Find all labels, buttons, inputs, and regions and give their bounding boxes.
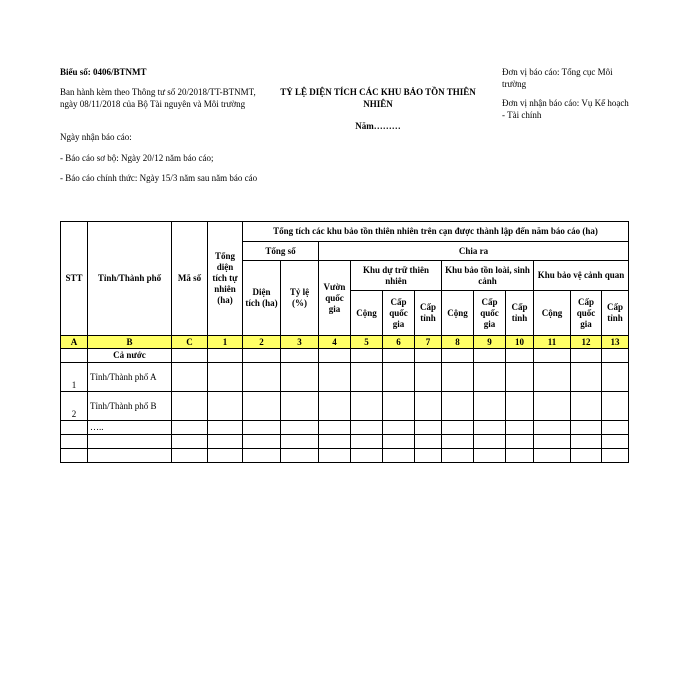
header-sum: Cộng: [442, 291, 474, 336]
row-cell: [602, 392, 629, 421]
row-cell: [474, 349, 506, 363]
row-cell: [474, 449, 506, 463]
row-cell: [506, 392, 534, 421]
row-cell: [243, 435, 281, 449]
row-cell: [442, 392, 474, 421]
header-ratio: Tỷ lệ (%): [281, 261, 319, 336]
header-provincial-level: Cấp tỉnh: [506, 291, 534, 336]
row-cell: [602, 363, 629, 392]
header-nature-reserve: Khu dự trữ thiên nhiên: [351, 261, 442, 291]
row-cell: [243, 363, 281, 392]
row-province-name: Tỉnh/Thành phố A: [88, 363, 172, 392]
row-cell: [172, 435, 208, 449]
row-stt: [61, 421, 88, 435]
row-cell: [319, 449, 351, 463]
header-total-natural-area: Tổng diện tích tự nhiên (ha): [208, 222, 243, 336]
row-cell: [442, 421, 474, 435]
row-cell: [208, 349, 243, 363]
row-cell: [534, 363, 571, 392]
report-year: Năm………: [355, 121, 401, 131]
row-cell: [351, 449, 383, 463]
table-row: [61, 435, 629, 449]
header-province: Tỉnh/Thành phố: [88, 222, 172, 336]
row-cell: [534, 349, 571, 363]
header-stt: STT: [61, 222, 88, 336]
row-cell: [383, 421, 415, 435]
row-cell: [281, 435, 319, 449]
row-cell: [383, 435, 415, 449]
header-landscape-protection: Khu bảo vệ cảnh quan: [534, 261, 629, 291]
column-code: 11: [534, 336, 571, 349]
header-national-level: Cấp quốc gia: [383, 291, 415, 336]
table-row: [61, 449, 629, 463]
row-cell: [281, 449, 319, 463]
official-report-date: - Báo cáo chính thức: Ngày 15/3 năm sau năm báo cáo: [60, 173, 258, 183]
header-code: Mã số: [172, 222, 208, 336]
table-row: [61, 421, 629, 435]
row-cell: [571, 449, 602, 463]
row-cell: [474, 421, 506, 435]
row-cell: [506, 435, 534, 449]
page-title: TỶ LỆ DIỆN TÍCH CÁC KHU BẢO TỒN THIÊN NHIÊN: [280, 87, 476, 109]
table-row: [61, 349, 629, 363]
row-cell: [442, 349, 474, 363]
row-cell: [383, 449, 415, 463]
header-area: Diện tích (ha): [243, 261, 281, 336]
row-cell: [571, 435, 602, 449]
row-cell: [602, 449, 629, 463]
row-stt: 2: [61, 392, 88, 421]
header-total: Tổng số: [243, 242, 319, 261]
reporting-unit: Đơn vị báo cáo: Tổng cục Môi trường: [502, 67, 613, 89]
header-sum: Cộng: [534, 291, 571, 336]
row-cell: [281, 392, 319, 421]
row-cell: [602, 435, 629, 449]
header-national-level: Cấp quốc gia: [474, 291, 506, 336]
row-cell: [208, 363, 243, 392]
receive-date-label: Ngày nhận báo cáo:: [60, 132, 132, 142]
header-national-level: Cấp quốc gia: [571, 291, 602, 336]
row-cell: [602, 421, 629, 435]
row-cell: [506, 421, 534, 435]
row-province-name: [88, 435, 172, 449]
row-province-name: …..: [88, 421, 172, 435]
row-stt: [61, 349, 88, 363]
row-cell: [506, 449, 534, 463]
row-stt: [61, 449, 88, 463]
row-cell: [172, 392, 208, 421]
row-cell: [243, 349, 281, 363]
row-cell: [351, 363, 383, 392]
row-cell: [243, 449, 281, 463]
row-cell: [415, 363, 442, 392]
column-code: 4: [319, 336, 351, 349]
row-cell: [281, 421, 319, 435]
preliminary-report-date: - Báo cáo sơ bộ: Ngày 20/12 năm báo cáo;: [60, 153, 214, 163]
row-cell: [506, 363, 534, 392]
row-cell: [442, 449, 474, 463]
row-cell: [415, 421, 442, 435]
row-cell: [319, 363, 351, 392]
column-code: 8: [442, 336, 474, 349]
row-province-name: [88, 449, 172, 463]
column-code: 12: [571, 336, 602, 349]
column-code: 2: [243, 336, 281, 349]
row-cell: [172, 421, 208, 435]
column-code: 9: [474, 336, 506, 349]
issued-by-text: Ban hành kèm theo Thông tư số 20/2018/TT-BTNMT, ngày 08/11/2018 của Bộ Tài nguyên và Môi trường: [60, 87, 256, 109]
row-cell: [319, 421, 351, 435]
row-cell: [351, 435, 383, 449]
column-code: B: [88, 336, 172, 349]
column-code: 10: [506, 336, 534, 349]
row-cell: [208, 421, 243, 435]
row-cell: [319, 435, 351, 449]
row-cell: [442, 435, 474, 449]
row-cell: [351, 349, 383, 363]
row-cell: [506, 349, 534, 363]
row-cell: [383, 363, 415, 392]
column-code: 3: [281, 336, 319, 349]
row-cell: [172, 363, 208, 392]
header-breakdown: Chia ra: [319, 242, 629, 261]
row-cell: [281, 363, 319, 392]
row-cell: [571, 349, 602, 363]
column-code: 1: [208, 336, 243, 349]
header-sum: Cộng: [351, 291, 383, 336]
row-cell: [415, 349, 442, 363]
column-code: 7: [415, 336, 442, 349]
header-species-reserve: Khu bảo tồn loài, sinh cảnh: [442, 261, 534, 291]
column-code: C: [172, 336, 208, 349]
row-cell: [351, 392, 383, 421]
row-stt: [61, 435, 88, 449]
row-cell: [383, 392, 415, 421]
row-cell: [383, 349, 415, 363]
table-row: [61, 363, 629, 392]
row-cell: [602, 349, 629, 363]
row-cell: [415, 435, 442, 449]
row-cell: [351, 421, 383, 435]
row-province-name: Tỉnh/Thành phố B: [88, 392, 172, 421]
header-provincial-level: Cấp tỉnh: [415, 291, 442, 336]
header-group-title: Tổng tích các khu bảo tồn thiên nhiên trên cạn được thành lập đến năm báo cáo (ha): [243, 222, 629, 242]
row-cell: [571, 392, 602, 421]
header-provincial-level: Cấp tỉnh: [602, 291, 629, 336]
row-cell: [534, 435, 571, 449]
form-number: Biểu số: 0406/BTNMT: [60, 67, 147, 77]
row-cell: [474, 392, 506, 421]
row-cell: [281, 349, 319, 363]
report-table: [60, 221, 629, 463]
column-code: 13: [602, 336, 629, 349]
row-cell: [474, 363, 506, 392]
column-code: 6: [383, 336, 415, 349]
row-cell: [172, 349, 208, 363]
row-cell: [571, 421, 602, 435]
table-row: [61, 392, 629, 421]
row-cell: [319, 349, 351, 363]
row-cell: [442, 363, 474, 392]
row-cell: [534, 449, 571, 463]
receiving-unit: Đơn vị nhận báo cáo: Vụ Kế hoạch - Tài chính: [502, 98, 629, 120]
row-cell: [208, 435, 243, 449]
row-cell: [208, 392, 243, 421]
column-code: 5: [351, 336, 383, 349]
column-code: A: [61, 336, 88, 349]
row-cell: [243, 392, 281, 421]
row-cell: [534, 421, 571, 435]
row-cell: [415, 392, 442, 421]
row-stt: 1: [61, 363, 88, 392]
row-cell: [415, 449, 442, 463]
row-cell: [172, 449, 208, 463]
row-cell: [474, 435, 506, 449]
row-cell: [571, 363, 602, 392]
row-cell: [243, 421, 281, 435]
row-province-name: Cả nước: [88, 349, 172, 363]
row-cell: [534, 392, 571, 421]
header-national-park: Vườn quốc gia: [319, 261, 351, 336]
row-cell: [319, 392, 351, 421]
row-cell: [208, 449, 243, 463]
